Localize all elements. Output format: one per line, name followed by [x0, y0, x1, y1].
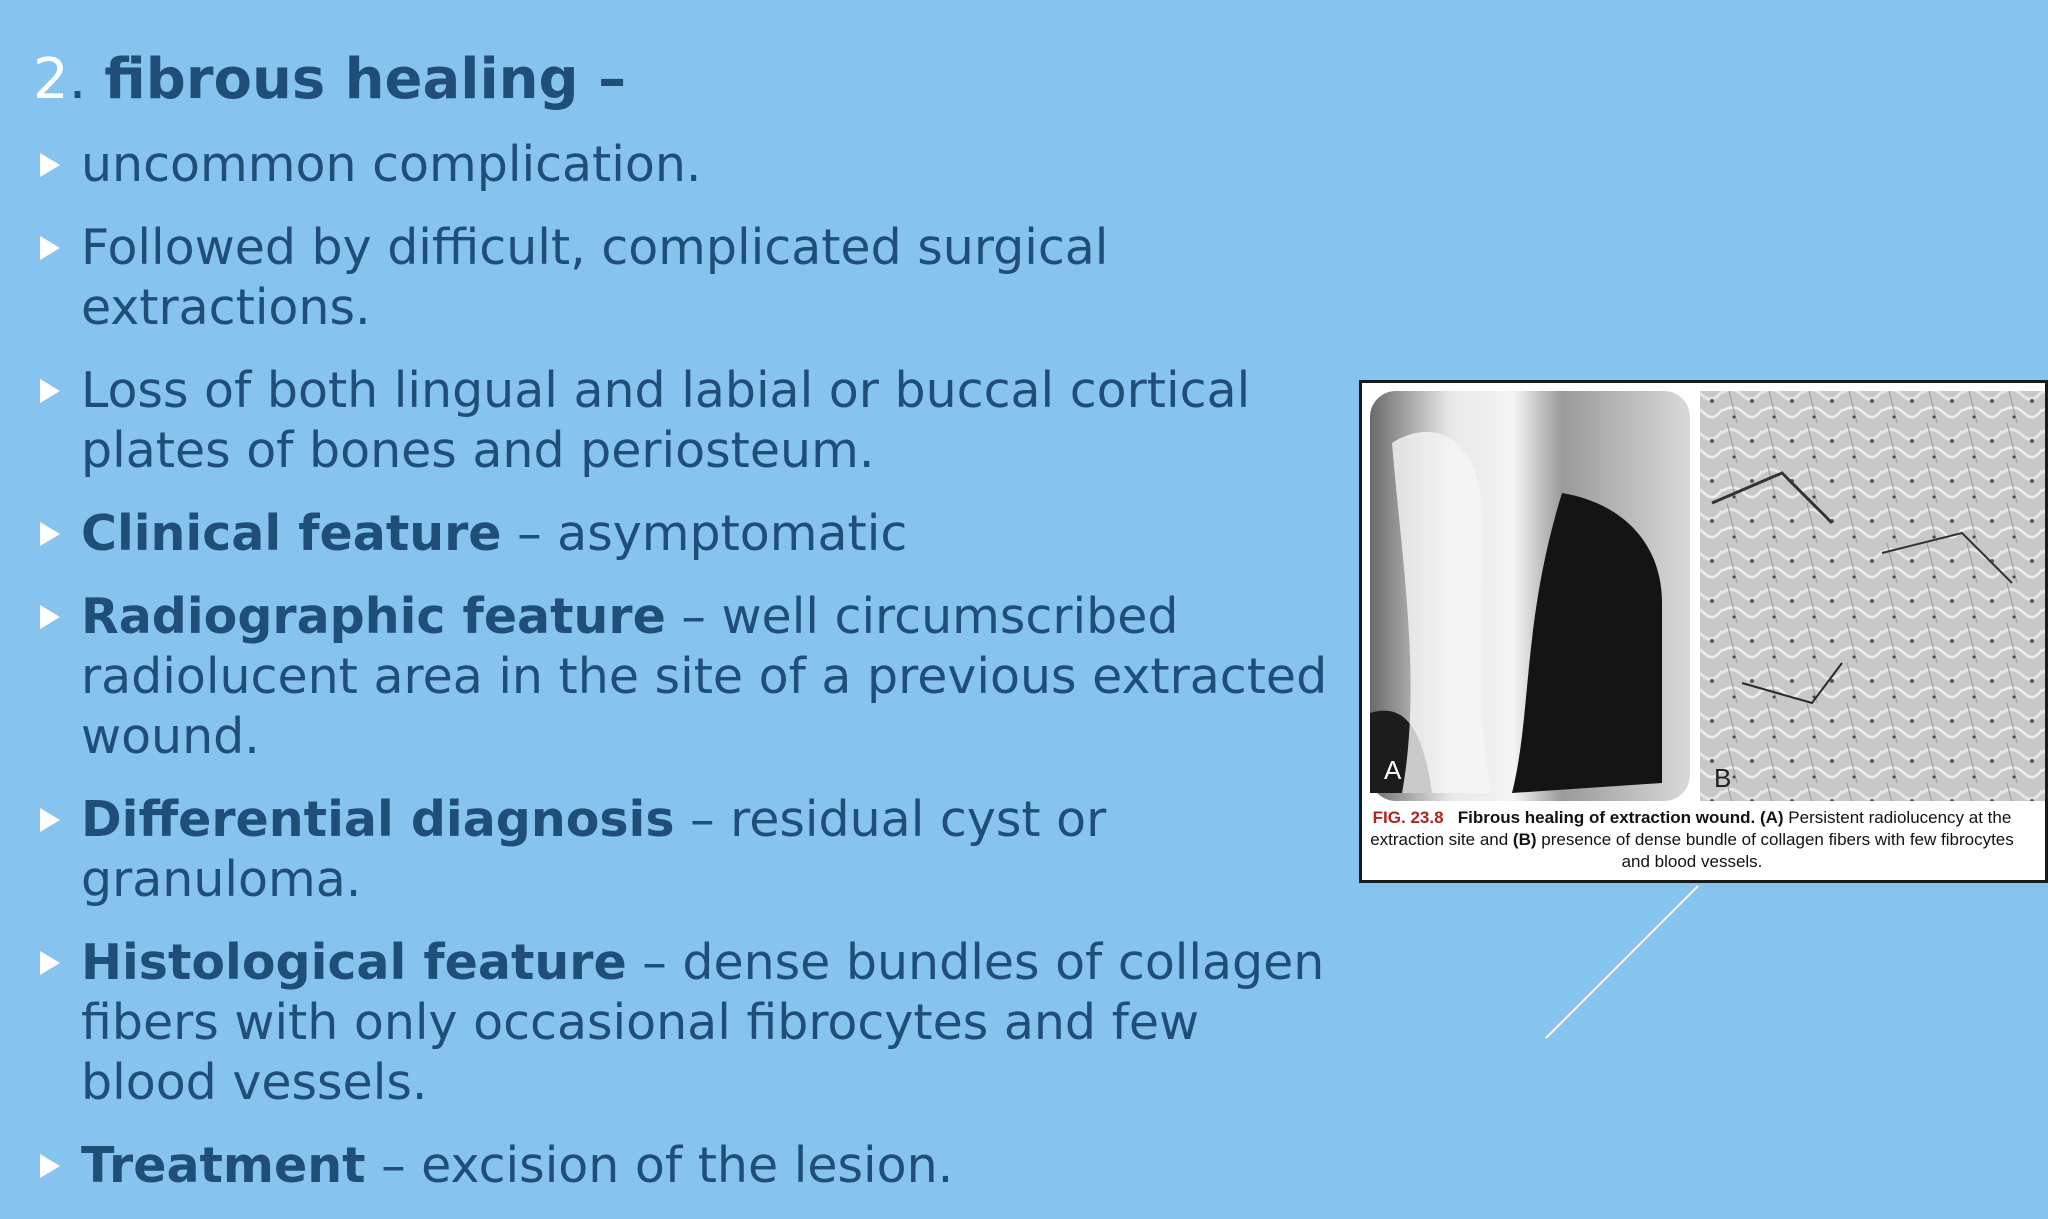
panel-a-radiograph	[1370, 391, 1690, 801]
bullet-list	[40, 135, 1340, 1219]
figure-caption	[1362, 807, 2022, 873]
triangle-bullet-icon	[40, 522, 60, 546]
bullet-text: – dense bundles of collagen fibers with only occasional fibrocytes and few blood vessels.	[81, 934, 1325, 1111]
bullet-text: uncommon complication.	[81, 136, 702, 193]
panel-a-label: A	[1384, 755, 1402, 785]
bullet-heading: Radiographic feature	[81, 588, 666, 645]
title-text: fibrous healing –	[104, 47, 627, 112]
bullet-heading: Histological feature	[81, 934, 627, 991]
bullet-heading: Clinical feature	[81, 505, 502, 562]
slide-title	[33, 48, 626, 112]
bullet-text: Followed by difficult, complicated surgical extractions.	[81, 219, 1109, 336]
triangle-bullet-icon	[40, 605, 60, 629]
figure-panels	[1362, 383, 2045, 803]
bullet-heading: Differential diagnosis	[81, 791, 675, 848]
bullet-text: – asymptomatic	[501, 505, 908, 562]
bullet-text: – excision of the lesion.	[365, 1137, 954, 1194]
triangle-bullet-icon	[40, 153, 60, 177]
bullet-heading: Treatment	[81, 1137, 366, 1194]
bullet-item	[40, 790, 1340, 910]
triangle-bullet-icon	[40, 808, 60, 832]
bullet-item	[40, 218, 1340, 338]
bullet-item	[40, 504, 1340, 564]
caption-number: FIG. 23.8	[1372, 808, 1444, 827]
panel-b-histology	[1700, 391, 2045, 801]
bullet-item	[40, 1136, 1340, 1196]
caption-b-marker: (B)	[1512, 830, 1537, 849]
bullet-item	[40, 933, 1340, 1113]
figure-image	[1359, 380, 2048, 883]
caption-part2: presence of dense bundle of collagen fibers with few fibrocytes and blood vessels.	[1536, 830, 2014, 871]
bullet-text: – residual cyst or granuloma.	[81, 791, 1107, 908]
bullet-text: Loss of both lingual and labial or buccal cortical plates of bones and periosteum.	[81, 362, 1251, 479]
bullet-item	[40, 361, 1340, 481]
triangle-bullet-icon	[40, 1154, 60, 1178]
caption-title: Fibrous healing of extraction wound.	[1457, 808, 1756, 827]
triangle-bullet-icon	[40, 951, 60, 975]
bullet-item	[40, 587, 1340, 767]
triangle-bullet-icon	[40, 379, 60, 403]
bullet-item	[40, 135, 1340, 195]
panel-b-label: B	[1714, 763, 1732, 793]
caption-a-marker: (A)	[1759, 808, 1784, 827]
caption-part1: Persistent radiolucency at the extraction site and	[1370, 808, 2012, 849]
bullet-text: – well circumscribed radiolucent area in the site of a previous extracted wound.	[81, 588, 1328, 765]
title-dot: .	[68, 47, 87, 112]
title-number: 2	[33, 47, 69, 112]
triangle-bullet-icon	[40, 236, 60, 260]
